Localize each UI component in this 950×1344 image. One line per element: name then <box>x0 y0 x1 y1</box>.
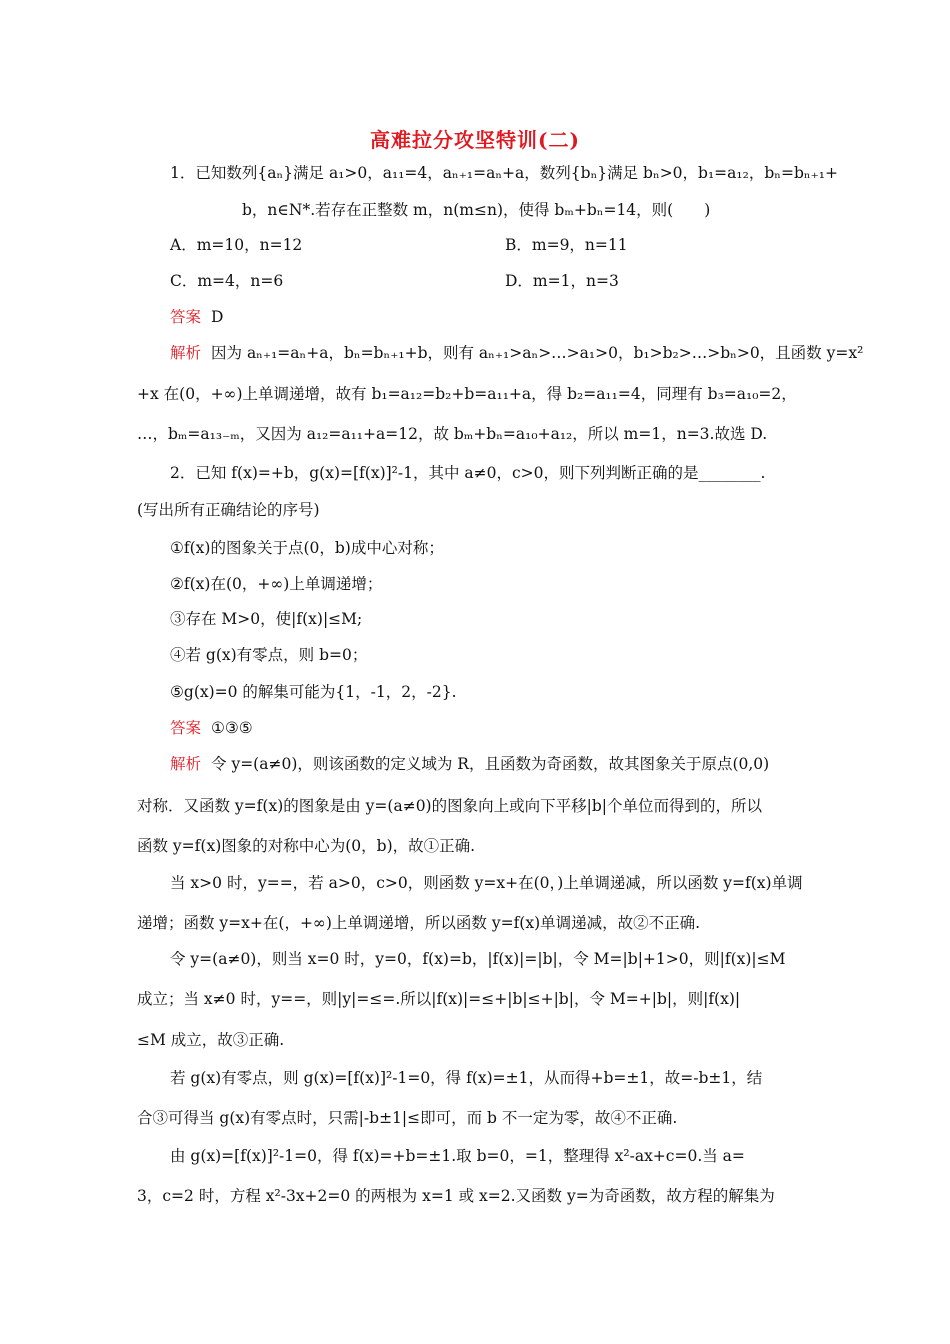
question-2-line-2: (写出所有正确结论的序号) <box>137 501 320 519</box>
analysis-text: 因为 aₙ₊₁=aₙ+a，bₙ=bₙ₊₁+b，则有 aₙ₊₁>aₙ>…>a₁>0，b₁>b₂>…>bₙ>0，且函数 y=x² <box>211 344 864 362</box>
question-1-line-1: 1．已知数列{aₙ}满足 a₁>0，a₁₁=4，aₙ₊₁=aₙ+a，数列{bₙ}满足 bₙ>0，b₁=a₁₂，bₙ=bₙ₊₁+ <box>170 164 838 182</box>
analysis-1-line-3: …，bₘ=a₁₃₋ₘ，又因为 a₁₂=a₁₁+a=12，故 bₘ+bₙ=a₁₀+a₁₂，所以 m=1，n=3.故选 D. <box>137 425 768 443</box>
analysis-2-line-2: 对称．又函数 y=f(x)的图象是由 y=(a≠0)的图象向上或向下平移|b|个单位而得到的，所以 <box>137 797 762 815</box>
analysis-text: 令 y=(a≠0)，则该函数的定义域为 R，且函数为奇函数，故其图象关于原点(0,0) <box>211 755 770 773</box>
analysis-2-line-1 <box>170 754 769 774</box>
answer-value: ①③⑤ <box>211 719 253 737</box>
analysis-label: 解析 <box>170 755 202 773</box>
answer-2 <box>170 718 253 738</box>
statement-2: ②f(x)在(0，+∞)上单调递增； <box>170 575 383 593</box>
statement-1: ①f(x)的图象关于点(0，b)成中心对称； <box>170 539 444 557</box>
question-1-line-2: b，n∈N*.若存在正整数 m，n(m≤n)，使得 bₘ+bₙ=14，则( ) <box>242 201 711 219</box>
paragraph-3-line-1: 令 y=(a≠0)，则当 x=0 时，y=0，f(x)=b，|f(x)|=|b|，令 M=|b|+1>0，则|f(x)|≤M <box>170 950 786 968</box>
statement-3: ③存在 M>0，使|f(x)|≤M; <box>170 610 363 628</box>
answer-label: 答案 <box>170 308 202 326</box>
analysis-label: 解析 <box>170 344 202 362</box>
statement-4: ④若 g(x)有零点，则 b=0； <box>170 646 368 664</box>
paragraph-5-line-2: 3，c=2 时，方程 x²-3x+2=0 的两根为 x=1 或 x=2.又函数 y=为奇函数，故方程的解集为 <box>137 1187 775 1205</box>
analysis-1-line-2: +x 在(0，+∞)上单调递增，故有 b₁=a₁₂=b₂+b=a₁₁+a，得 b₂=a₁₁=4，同理有 b₃=a₁₀=2， <box>137 385 797 403</box>
paragraph-4-line-1: 若 g(x)有零点，则 g(x)=[f(x)]²-1=0，得 f(x)=±1，从而得+b=±1，故=-b±1，结 <box>170 1069 763 1087</box>
answer-1 <box>170 307 223 327</box>
option-b: B．m=9，n=11 <box>505 236 628 254</box>
option-d: D．m=1，n=3 <box>505 272 619 290</box>
analysis-1-line-1 <box>170 343 863 363</box>
answer-label: 答案 <box>170 719 202 737</box>
paragraph-5-line-1: 由 g(x)=[f(x)]²-1=0，得 f(x)=+b=±1.取 b=0，=1，整理得 x²-ax+c=0.当 a= <box>170 1147 745 1165</box>
statement-5: ⑤g(x)=0 的解集可能为{1，-1，2，-2}. <box>170 683 457 701</box>
question-2-line-1: 2．已知 f(x)=+b，g(x)=[f(x)]²-1，其中 a≠0，c>0，则下列判断正确的是________. <box>170 464 766 482</box>
option-a: A．m=10，n=12 <box>170 236 303 254</box>
page-title: 高难拉分攻坚特训(二) <box>370 128 580 152</box>
paragraph-2-line-2: 递增；函数 y=x+在(，+∞)上单调递增，所以函数 y=f(x)单调递减，故②不正确. <box>137 914 701 932</box>
paragraph-3-line-3: ≤M 成立，故③正确. <box>137 1031 285 1049</box>
analysis-2-line-3: 函数 y=f(x)图象的对称中心为(0，b)，故①正确. <box>137 837 476 855</box>
answer-value: D <box>211 308 224 326</box>
paragraph-2-line-1: 当 x>0 时，y==，若 a>0，c>0，则函数 y=x+在(0，)上单调递减，所以函数 y=f(x)单调 <box>170 874 803 892</box>
paragraph-3-line-2: 成立；当 x≠0 时，y==，则|y|=≤=.所以|f(x)|=≤+|b|≤+|b|，令 M=+|b|，则|f(x)| <box>137 990 741 1008</box>
option-c: C．m=4，n=6 <box>170 272 284 290</box>
paragraph-4-line-2: 合③可得当 g(x)有零点时，只需|-b±1|≤即可，而 b 不一定为零，故④不正确. <box>137 1109 678 1127</box>
